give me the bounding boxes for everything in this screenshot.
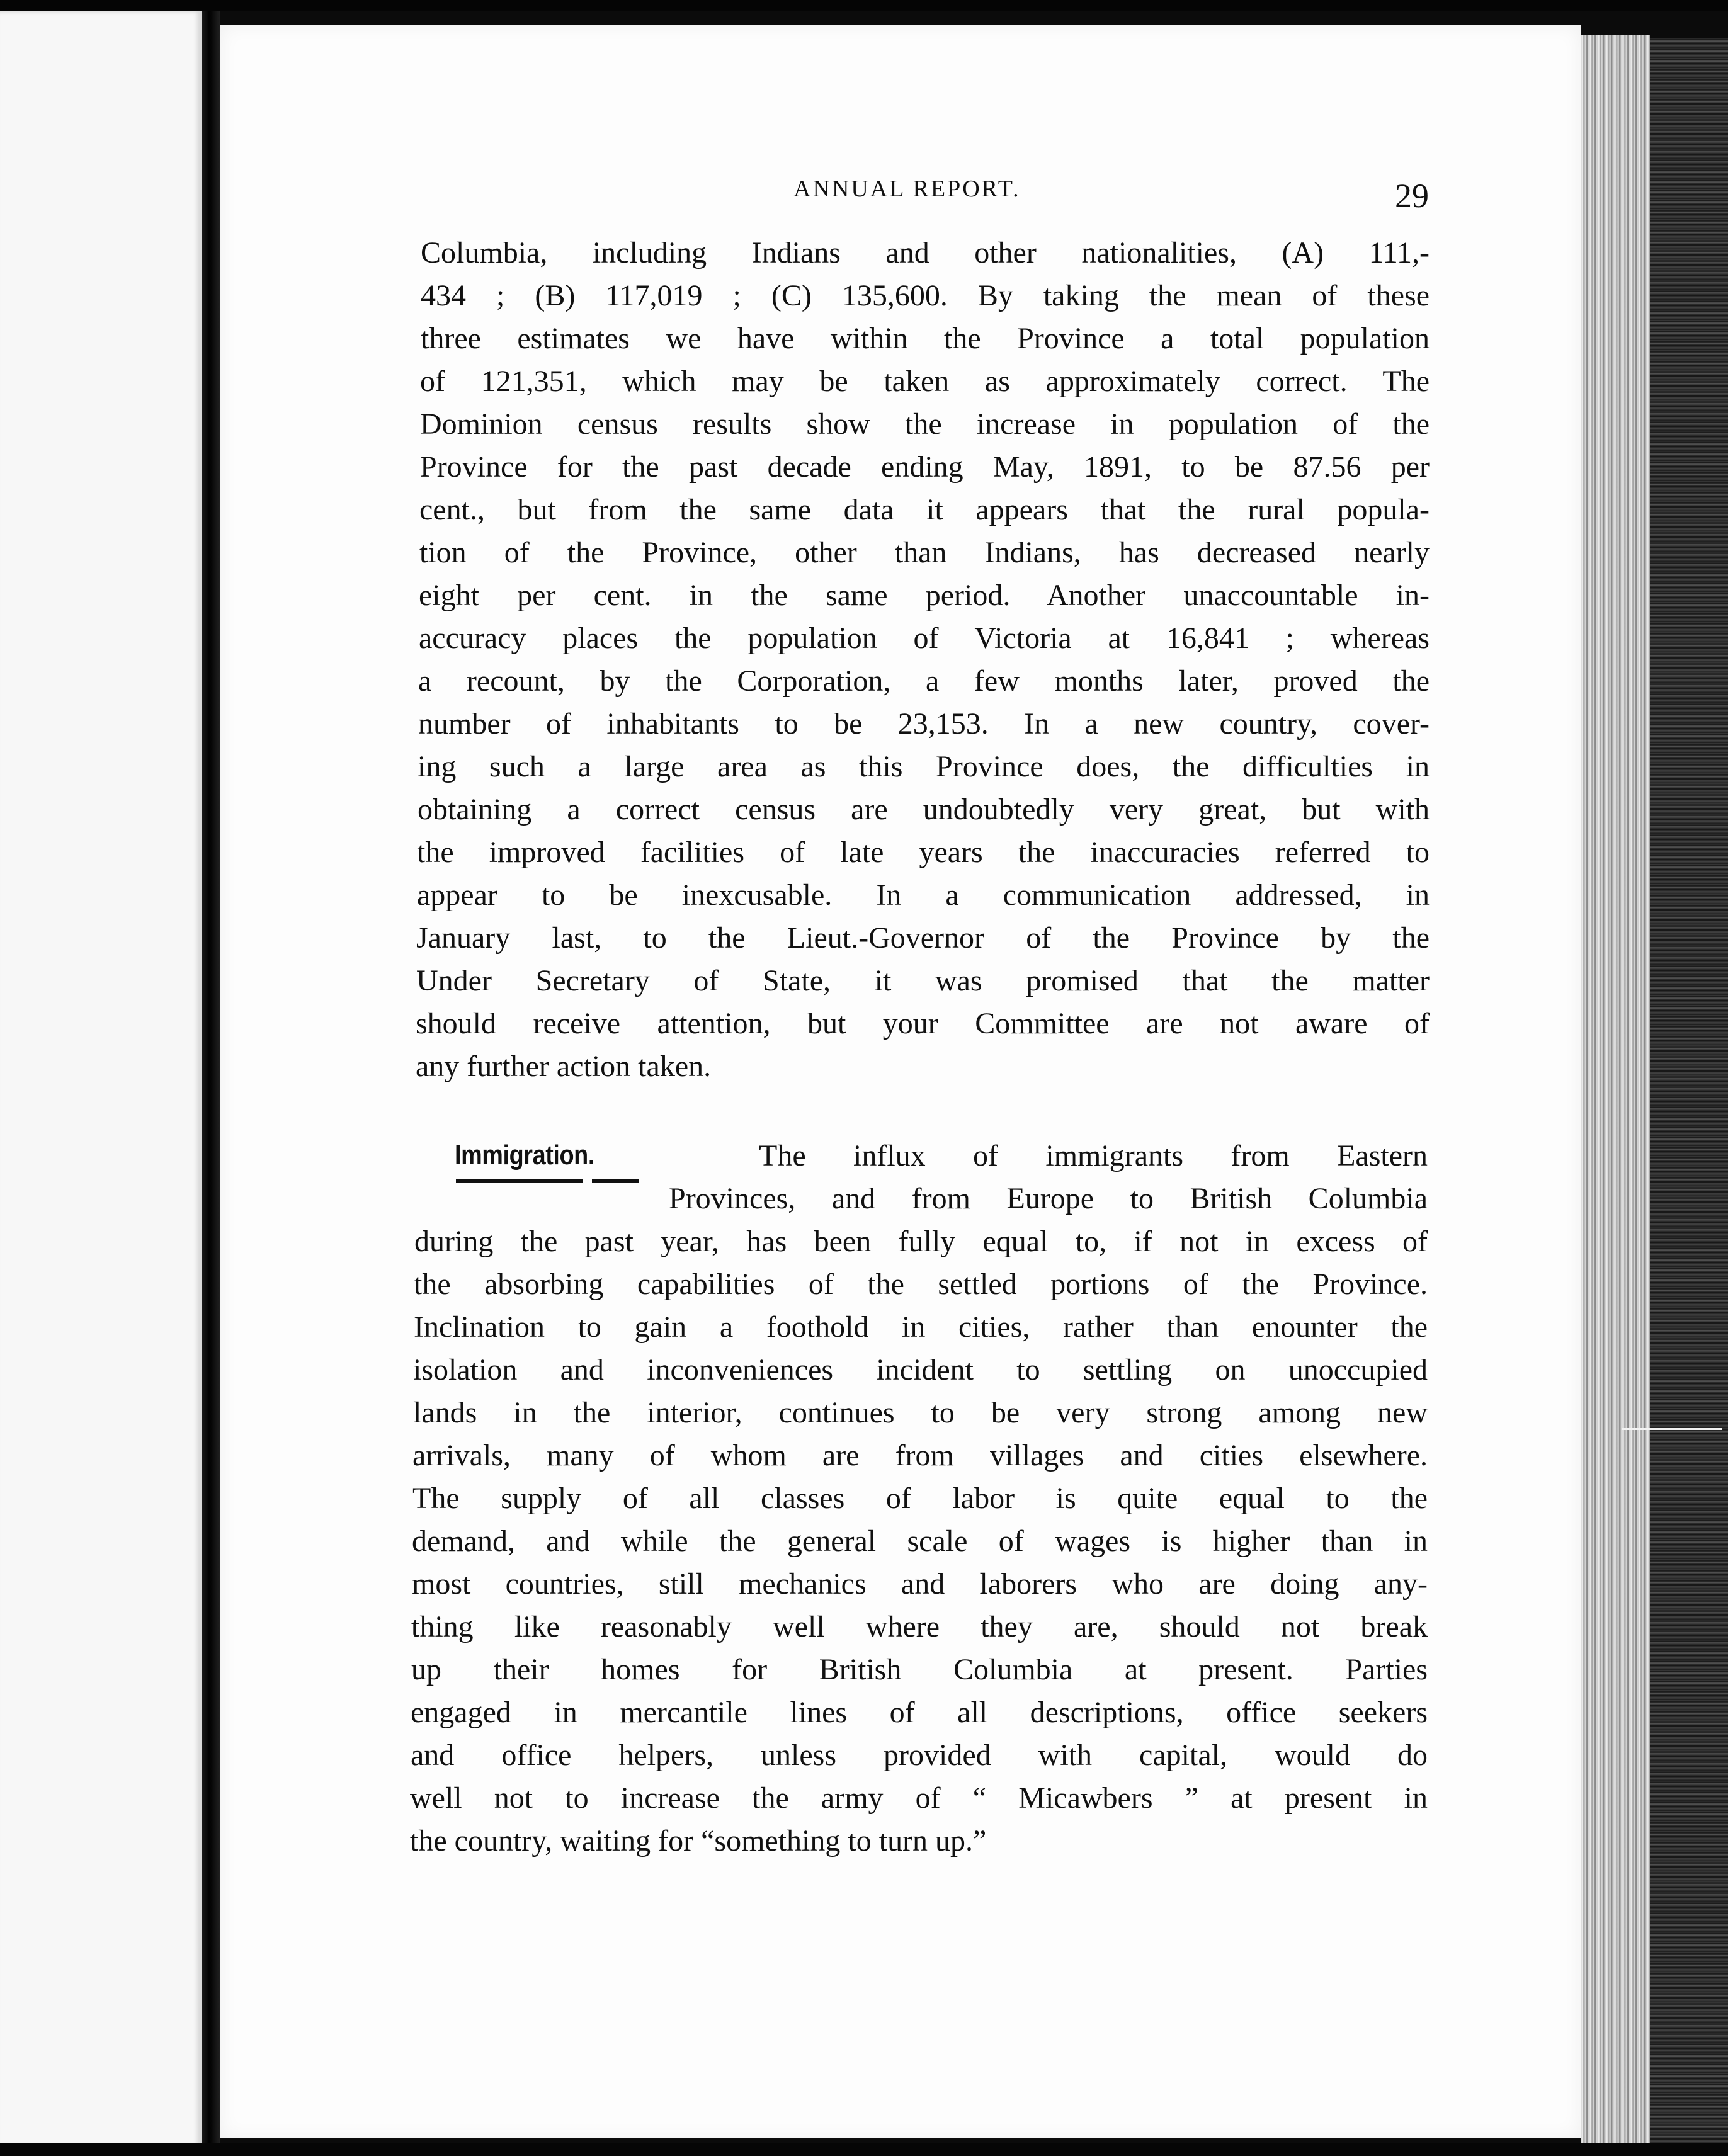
scan-scratch [1622,1428,1722,1430]
text-line: Columbia, including Indians and other nationalities, (A) 111,- [421,236,1430,270]
page-number: 29 [1395,177,1429,215]
text-line: Under Secretary of State, it was promised that the matter [416,964,1430,997]
text-line: three estimates we have within the Province a total population [421,322,1430,355]
text-line: up their homes for British Columbia at present. Parties [411,1653,1428,1686]
book-cover-edge [1650,38,1728,2144]
sidenote-underline [456,1179,639,1183]
scan-border-top [0,0,1728,11]
text-line: Inclination to gain a foothold in cities, rather than enounter the [414,1310,1428,1344]
text-line: number of inhabitants to be 23,153. In a new country, cover- [418,707,1430,740]
text-line: cent., but from the same data it appears that the rural popula- [419,493,1430,526]
text-line: The supply of all classes of labor is quite equal to the [412,1482,1428,1515]
text-line: the country, waiting for “something to turn up.” [410,1824,987,1858]
text-line: should receive attention, but your Committee are not aware of [416,1007,1430,1040]
text-line: the improved facilities of late years the inaccuracies referred to [417,836,1430,869]
text-line: demand, and while the general scale of wages is higher than in [412,1524,1428,1558]
page-edges [1581,35,1650,2144]
text-line: lands in the interior, continues to be very strong among new [413,1396,1428,1429]
text-line: tion of the Province, other than Indians, has decreased nearly [419,536,1430,569]
text-line: appear to be inexcusable. In a communication addressed, in [417,878,1430,912]
text-line: of 121,351, which may be taken as approximately correct. The [420,365,1430,398]
scan-border-bottom [0,2143,1728,2156]
text-line: the absorbing capabilities of the settled portions of the Province. [414,1268,1428,1301]
text-line: and office helpers, unless provided with capital, would do [411,1739,1428,1772]
running-head: ANNUAL REPORT. [793,176,1021,202]
text-line: accuracy places the population of Victoria at 16,841 ; whereas [419,621,1430,655]
text-line: obtaining a correct census are undoubtedly very great, but with [418,793,1430,826]
text-line: a recount, by the Corporation, a few months later, proved the [418,664,1430,698]
text-line: engaged in mercantile lines of all descriptions, office seekers [411,1696,1428,1729]
text-line: isolation and inconveniences incident to settling on unoccupied [413,1353,1428,1387]
text-line: well not to increase the army of “ Micawbers ” at present in [410,1781,1428,1815]
text-line: January last, to the Lieut.-Governor of the Province by the [416,921,1430,955]
text-line: arrivals, many of whom are from villages and cities elsewhere. [412,1439,1428,1472]
text-line: The influx of immigrants from Eastern [759,1139,1428,1172]
text-line: thing like reasonably well where they are, should not break [411,1610,1428,1643]
text-line: any further action taken. [416,1050,712,1083]
book-gutter [202,11,220,2147]
text-line: most countries, still mechanics and laborers who are doing any- [412,1567,1428,1601]
text-line: ing such a large area as this Province does, the difficulties in [418,750,1430,783]
facing-page-left [0,11,202,2147]
text-line: during the past year, has been fully equal to, if not in excess of [414,1225,1428,1258]
text-line: Dominion census results show the increase in population of the [420,407,1430,441]
sidenote-underline-gap [583,1177,592,1184]
text-line: Provinces, and from Europe to British Columbia [669,1182,1428,1215]
text-line: Province for the past decade ending May, 1891, to be 87.56 per [420,450,1430,484]
text-line: eight per cent. in the same period. Another unaccountable in- [419,579,1430,612]
text-line: 434 ; (B) 117,019 ; (C) 135,600. By taking the mean of these [421,279,1430,312]
sidenote-immigration: Immigration. [455,1140,594,1171]
